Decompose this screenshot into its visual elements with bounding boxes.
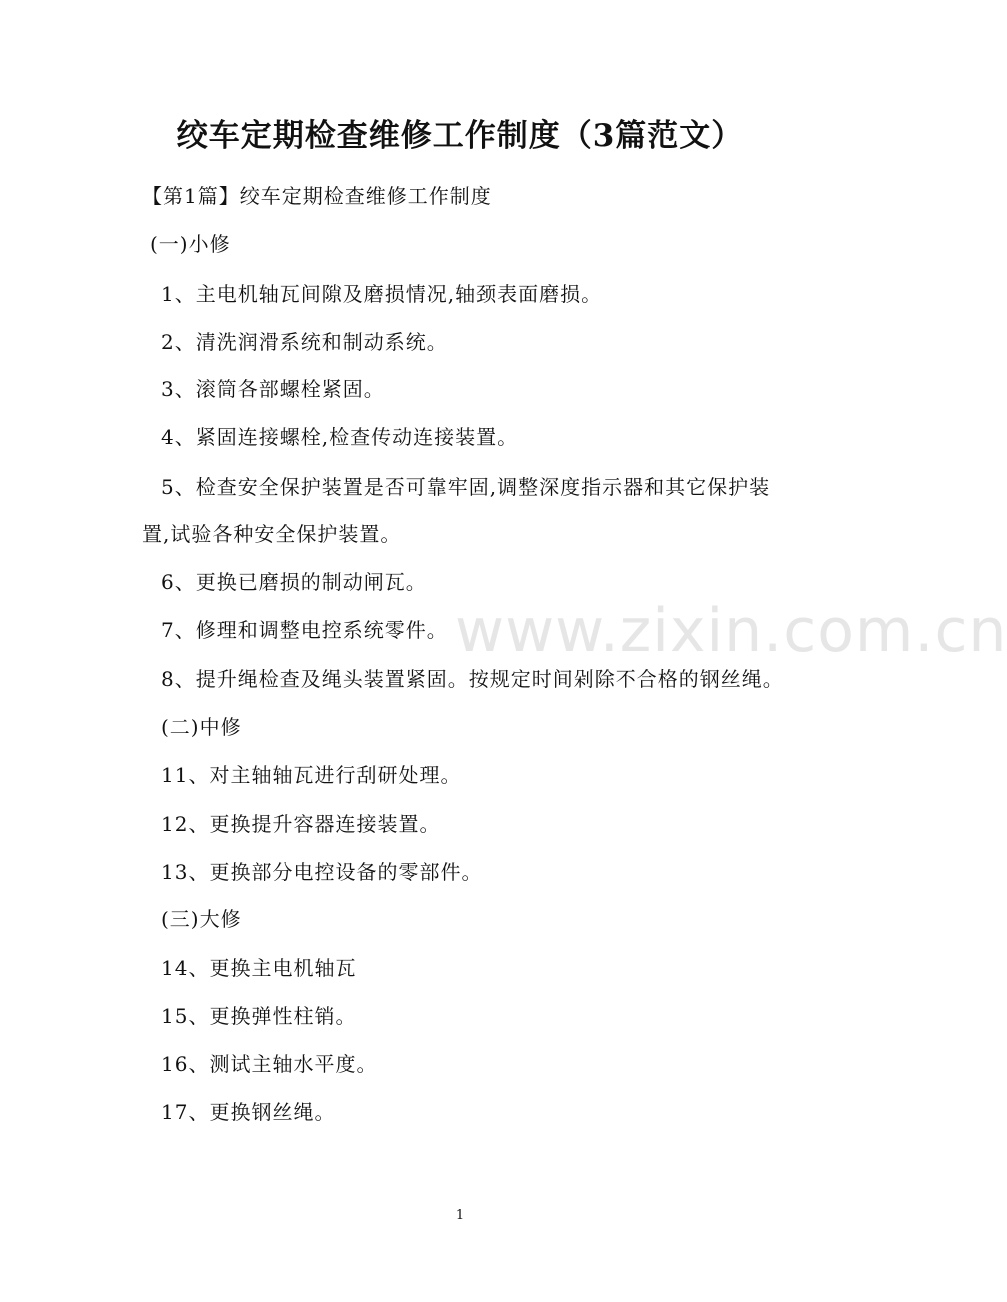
list-item-11: 11、对主轴轴瓦进行刮研处理。	[161, 763, 462, 787]
list-item-14: 14、更换主电机轴瓦	[161, 956, 357, 980]
subsection-heading-major-repair: (三)大修	[161, 907, 242, 931]
list-item-12: 12、更换提升容器连接装置。	[161, 812, 441, 836]
section-heading-part-1: 【第1篇】绞车定期检查维修工作制度	[142, 184, 492, 208]
subsection-heading-medium-repair: (二)中修	[161, 715, 242, 739]
list-item-8: 8、提升绳检查及绳头装置紧固。按规定时间剁除不合格的钢丝绳。	[161, 667, 784, 691]
document-title: 绞车定期检查维修工作制度（3篇范文）	[176, 118, 744, 154]
watermark: www.zixin.com.cn	[455, 596, 1007, 666]
list-item-13: 13、更换部分电控设备的零部件。	[161, 860, 483, 884]
page-number: 1	[455, 1208, 465, 1223]
list-item-7: 7、修理和调整电控系统零件。	[161, 618, 448, 642]
list-item-16: 16、测试主轴水平度。	[161, 1052, 378, 1076]
list-item-4: 4、紧固连接螺栓,检查传动连接装置。	[161, 425, 519, 449]
list-item-2: 2、清洗润滑系统和制动系统。	[161, 330, 448, 354]
subsection-heading-minor-repair: (一)小修	[150, 232, 231, 256]
list-item-1: 1、主电机轴瓦间隙及磨损情况,轴颈表面磨损。	[161, 282, 603, 306]
list-item-6: 6、更换已磨损的制动闸瓦。	[161, 570, 427, 594]
list-item-3: 3、滚筒各部螺栓紧固。	[161, 377, 385, 401]
list-item-15: 15、更换弹性柱销。	[161, 1004, 357, 1028]
list-item-17: 17、更换钢丝绳。	[161, 1100, 336, 1124]
list-item-5-continuation: 置,试验各种安全保护装置。	[142, 522, 402, 546]
list-item-5: 5、检查安全保护装置是否可靠牢固,调整深度指示器和其它保护装	[161, 475, 771, 499]
